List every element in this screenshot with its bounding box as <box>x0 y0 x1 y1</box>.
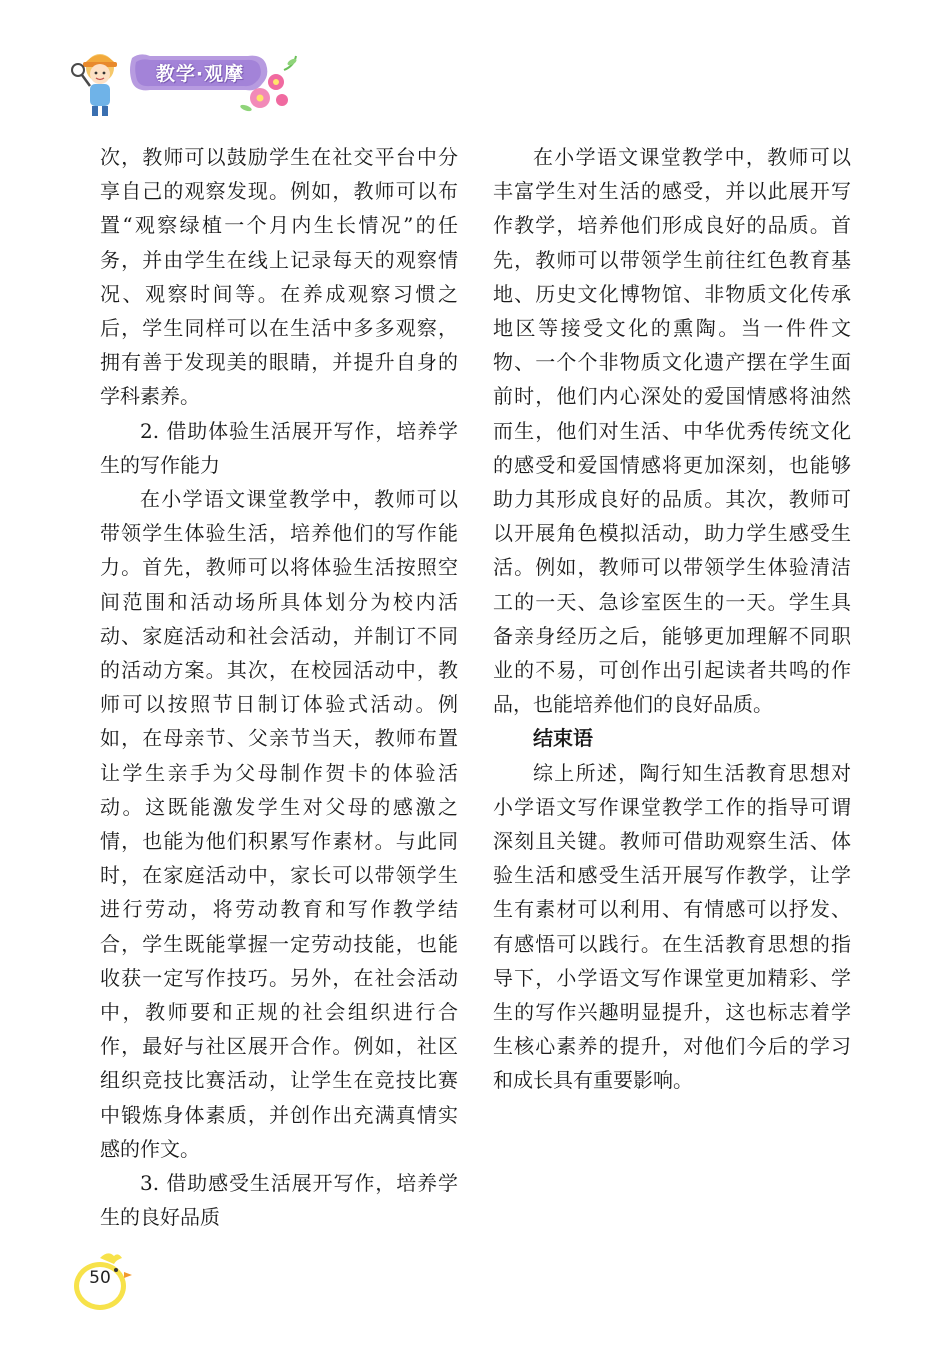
page-number-badge <box>68 1248 138 1318</box>
paragraph: 次，教师可以鼓励学生在社交平台中分享自己的观察发现。例如，教师可以布置“观察绿植一个月内生长情况”的任务，并由学生在线上记录每天的观察情况、观察时间等。在养成观察习惯之后，学生同样可以在生活中多多观察，拥有善于发现美的眼睛，并提升自身的学科素养。 <box>100 145 458 409</box>
paragraph: 在小学语文课堂教学中，教师可以丰富学生对生活的感受，并以此展开写作教学，培养他们形成良好的品质。首先，教师可以带领学生前往红色教育基地、历史文化博物馆、非物质文化传承地区等接受文化的熏陶。当一件件文物、一个个非物质文化遗产摆在学生面前时，他们内心深处的爱国情感将油然而生，他们对生活、中华优秀传统文化的感受和爱国情感将更加深刻，也能够助力其形成良好的品质。其次，教师可以开展角色模拟活动，助力学生感受生活。例如，教师可以带领学生体验清洁工的一天、急诊室医生的一天。学生具备亲身经历之后，能够更加理解不同职业的不易，可创作出引起读者共鸣的作品，也能培养他们的良好品质。 <box>493 145 851 717</box>
section-tag: 教学·观摩 <box>155 63 245 85</box>
paragraph: 综上所述，陶行知生活教育思想对小学语文写作课堂教学工作的指导可谓深刻且关键。教师可借助观察生活、体验生活和感受生活开展写作教学，让学生有素材可以利用、有情感可以抒发、有感悟可以践行。在生活教育思想的指导下，小学语文写作课堂更加精彩、学生的写作兴趣明显提升，这也标志着学生核心素养的提升，对他们今后的学习和成长具有重要影响。 <box>493 760 851 1093</box>
subsection-heading: 3. 借助感受生活展开写作，培养学生的良好品质 <box>100 1171 458 1230</box>
page-number: 50 <box>89 1268 111 1288</box>
right-column <box>493 140 851 1098</box>
subsection-heading: 2. 借助体验生活展开写作，培养学生的写作能力 <box>100 418 458 477</box>
conclusion-heading: 结束语 <box>533 726 593 751</box>
paragraph: 在小学语文课堂教学中，教师可以带领学生体验生活，培养他们的写作能力。首先，教师可以将体验生活按照空间范围和活动场所具体划分为校内活动、家庭活动和社会活动，并制订不同的活动方案。其次，在校园活动中，教师可以按照节日制订体验式活动。例如，在母亲节、父亲节当天，教师布置让学生亲手为父母制作贺卡的体验活动。这既能激发学生对父母的感激之情，也能为他们积累写作素材。与此同时，在家庭活动中，家长可以带领学生进行劳动，将劳动教育和写作教学结合，学生既能掌握一定劳动技能，也能收获一定写作技巧。另外，在社会活动中，教师要和正规的社会组织进行合作，最好与社区展开合作。例如，社区组织竞技比赛活动，让学生在竞技比赛中锻炼身体素质，并创作出充满真情实感的作文。 <box>100 487 458 1161</box>
left-column <box>100 140 458 1235</box>
